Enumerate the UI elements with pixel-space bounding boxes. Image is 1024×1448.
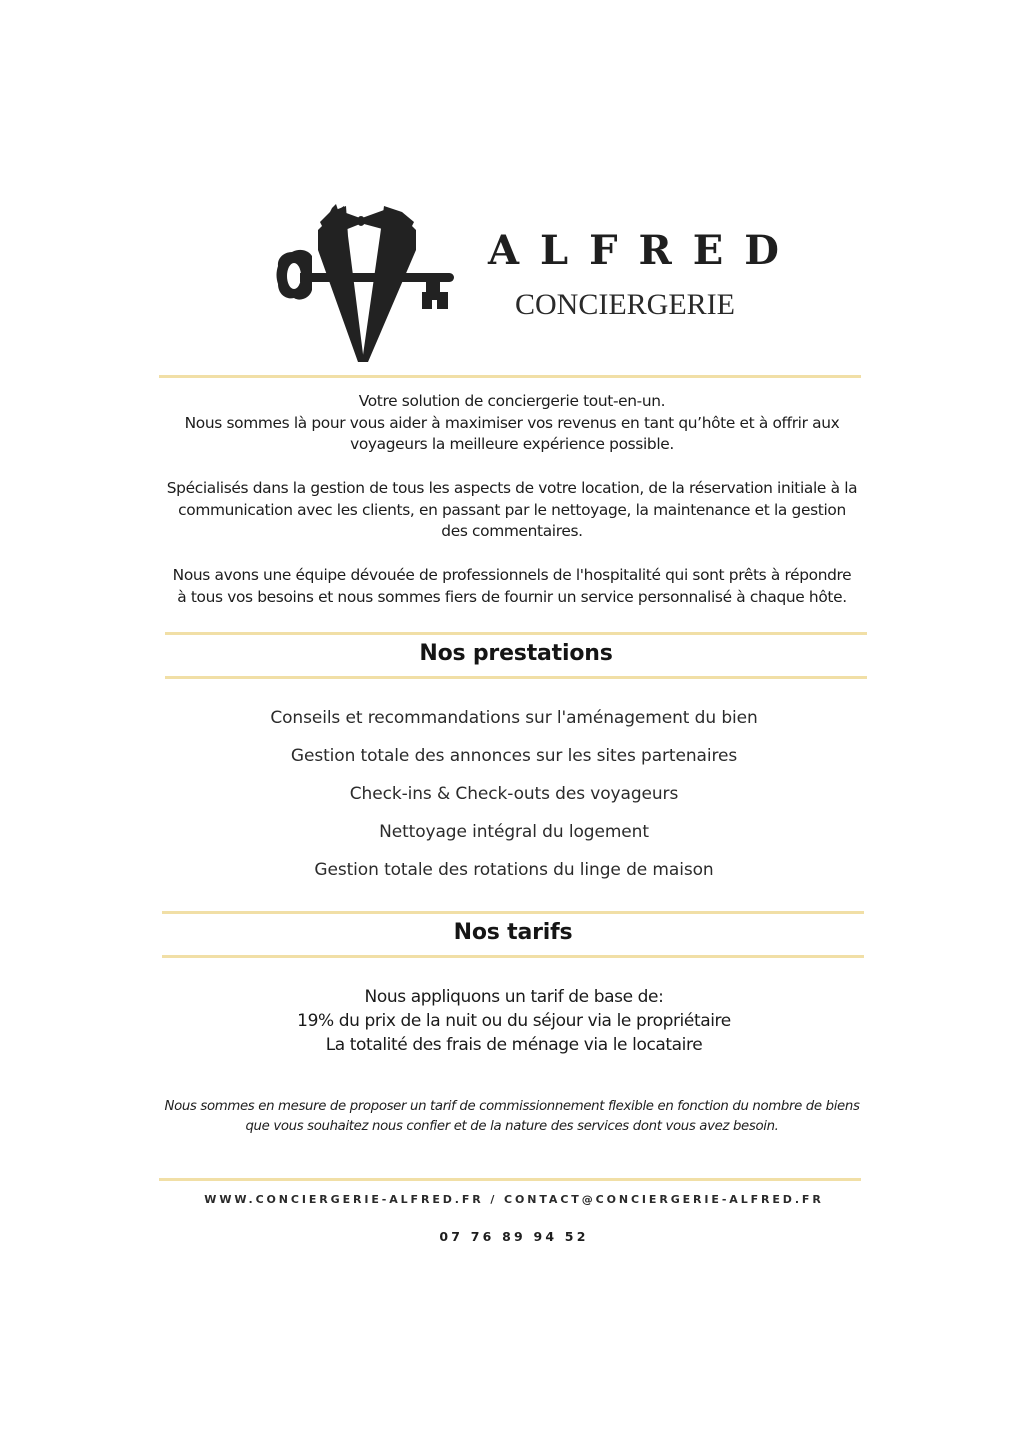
pricing-note bbox=[150, 1097, 874, 1136]
service-item: Check-ins & Check-outs des voyageurs bbox=[349, 784, 679, 804]
divider-top bbox=[159, 375, 861, 378]
intro-line: des commentaires. bbox=[441, 522, 583, 541]
footer-contact bbox=[160, 1192, 868, 1208]
pricing-line: 19% du prix de la nuit ou du séjour via le propriétaire bbox=[297, 1011, 731, 1031]
tuxedo-key-logo-icon bbox=[272, 200, 462, 365]
pricing-line: Nous appliquons un tarif de base de: bbox=[364, 987, 664, 1007]
divider-services-bottom bbox=[165, 676, 867, 679]
note-line: Nous sommes en mesure de proposer un tarif de commissionnement flexible en fonction du nombre de biens bbox=[164, 1099, 860, 1114]
intro-line: Nous sommes là pour vous aider à maximiser vos revenus en tant qu’hôte et à offrir aux bbox=[184, 413, 840, 432]
website-link[interactable]: WWW.CONCIERGERIE-ALFRED.FR bbox=[204, 1193, 484, 1206]
brand-subtitle: CONCIERGERIE bbox=[515, 288, 735, 321]
pricing-title: Nos tarifs bbox=[453, 920, 573, 945]
intro-line: communication avec les clients, en passant par le nettoyage, la maintenance et la gestion bbox=[178, 500, 846, 519]
email-link[interactable]: CONTACT@CONCIERGERIE-ALFRED.FR bbox=[504, 1193, 824, 1206]
pricing-line: La totalité des frais de ménage via le locataire bbox=[325, 1035, 703, 1055]
intro-paragraph-2 bbox=[155, 478, 869, 543]
intro-line: Votre solution de conciergerie tout-en-un. bbox=[358, 392, 666, 410]
divider-pricing-bottom bbox=[162, 955, 864, 958]
intro-line: Spécialisés dans la gestion de tous les aspects de votre location, de la réservation initiale à la bbox=[166, 479, 858, 497]
note-line: que vous souhaitez nous confier et de la nature des services dont vous avez besoin. bbox=[245, 1118, 779, 1134]
intro-line: voyageurs la meilleure expérience possible. bbox=[350, 435, 674, 454]
divider-pricing-top bbox=[162, 911, 864, 914]
brand-name: ALFRED bbox=[488, 227, 800, 274]
contact-separator: / bbox=[483, 1193, 505, 1206]
divider-services-top bbox=[165, 632, 867, 635]
service-item: Gestion totale des annonces sur les sites partenaires bbox=[290, 746, 738, 766]
phone-number[interactable]: 07 76 89 94 52 bbox=[439, 1229, 589, 1244]
services-title: Nos prestations bbox=[419, 641, 613, 666]
intro-line: Nous avons une équipe dévouée de professionnels de l'hospitalité qui sont prêts à répondre bbox=[172, 566, 852, 584]
service-item: Gestion totale des rotations du linge de maison bbox=[314, 860, 714, 880]
intro-paragraph-3 bbox=[155, 565, 869, 608]
intro-paragraph-1 bbox=[155, 391, 869, 456]
service-item: Nettoyage intégral du logement bbox=[379, 822, 649, 842]
service-item: Conseils et recommandations sur l'aménagement du bien bbox=[270, 708, 758, 728]
intro-line: à tous vos besoins et nous sommes fiers de fournir un service personnalisé à chaque hôte. bbox=[177, 587, 847, 606]
divider-footer bbox=[159, 1178, 861, 1181]
